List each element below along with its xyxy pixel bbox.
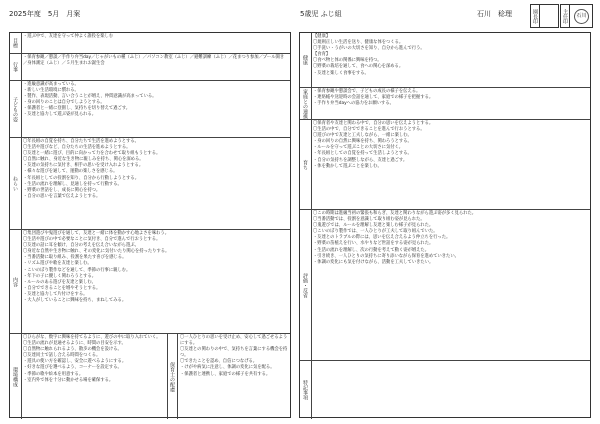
health-text: 【健康】 〇規則正しい生活を送り、健康な体をつくる。 〇手洗い・うがいの大切さを知り、自分から進んで行う。 【食育】 〇食べ物と体の関係に興味を持つ。 〇野菜の栽培を通して、食への関心を深める。 ・友達と楽しく食事をする。 bbox=[313, 34, 425, 76]
eval-text: 〇この時期は進級当初の緊張も和らぎ、友達と関わりながら遊ぶ姿が多く見られた。 〇当番活動では、役割を意識して取り組む姿が見られた。 〇鬼遊びでは、ルールを理解し友達と楽しむ様子が見られた。 〇こいのぼり製作では、一人ひとりが工夫して取り組んでいた。 ・友達とのトラブルの際には、思いを伝え合えるよう仲立ちを行った。 ・野菜の苗植えを行い、水やりなど世話をする姿が見られた。 ・生活の流れを理解し、次の行動を考えて動く姿が増えた。 ・引き続き、一人ひとりの気持ちに寄り添いながら保育を進めていきたい。 ・体調の変化にも気を付けながら、活動を工夫していきたい。 bbox=[313, 211, 477, 265]
aims-row bbox=[10, 137, 290, 229]
events-text: ・保育参観／懇談／手作り弁当day／じゃがいもの種（ふじ）／パソコン教室（ふじ）／避難訓練（ふじ）／花まつり参加／プール開き／身体測定（ふじ）／５月生まれお誕生会 bbox=[23, 55, 285, 67]
home-label: 家庭との連携 bbox=[300, 88, 312, 119]
right-sheet bbox=[299, 32, 591, 418]
left-sheet bbox=[9, 32, 291, 418]
health-label: 健康 bbox=[300, 33, 312, 87]
chief-stamp-box bbox=[560, 4, 593, 28]
env-row bbox=[10, 333, 290, 419]
children-row bbox=[10, 80, 290, 137]
personal-seal: 石川 bbox=[574, 9, 589, 24]
env-text: 〇ひらがな、数字に興味を持てるように、遊びの中に取り入れていく。 〇生活の流れが見通せるように、時間の目安を示す。 〇自然物に触れられるよう、散歩の機会を設ける。 〇友達同士で話し合える時間をつくる。 ・遊具の使い方を確認し、安全に遊べるようにする。 ・好きな遊びを選べるよう、コーナーを設定する。 ・季節の歌や絵本を用意する。 ・室内外で体を十分に動かせる場を確保する。 bbox=[23, 335, 161, 383]
content-text: 〇集団遊びや鬼遊びを通して、友達と一緒に体を動かす心地よさを味わう。 〇生活や遊びの中で必要なことに気付き、自分で進んで行おうとする。 〇友達の話に耳を傾け、自分の考えを伝え合いながら遊ぶ。 〇身近な自然や生き物に触れ、その変化に気付いたり関心を持ったりする。 ・当番活動に取り組み、役割を果たす喜びを感じる。 ・リズム遊びや歌を友達と楽しむ。 ・こいのぼり製作などを通して、季節の行事に親しむ。 ・年下の子に優しく関わろうとする。 ・ルールのある遊びを友達と楽しむ。 ・自分でできることを増やそうとする。 ・友達と協力して片付けをする。 ・大人がしていることに興味を持ち、まねしてみる。 bbox=[23, 231, 170, 304]
events-row bbox=[10, 53, 290, 80]
goal-row bbox=[10, 33, 290, 53]
class-name: 5歳児 ふじ組 bbox=[300, 10, 342, 18]
aims-label: ねらい bbox=[10, 138, 22, 229]
events-label: 行事 bbox=[10, 54, 22, 80]
chief-stamp-label: 主任印 bbox=[561, 5, 570, 27]
env-label: 環境構成 bbox=[10, 334, 22, 419]
teacher-name: 石川 稔理 bbox=[477, 10, 512, 18]
goal-label: 目標 bbox=[10, 33, 22, 53]
health-row bbox=[300, 33, 590, 87]
notes-row bbox=[300, 360, 590, 419]
principal-stamp-box bbox=[530, 4, 559, 28]
home-row bbox=[300, 87, 590, 119]
notes-text bbox=[311, 361, 590, 419]
plan-title: 2025年度 5月 月案 bbox=[9, 10, 81, 18]
principal-stamp-label: 園長印 bbox=[531, 5, 540, 27]
aims-text: 〇年長組の自覚を持ち、自分たちで生活を進めようとする。 〇生活や遊びなど、自分たちの生活を進めようとする。 〇友達と一緒に遊び、目的に向かって力を合わせて取り組もうとする。 〇自然に触れ、身近な生き物に親しみを持ち、関心を深める。 ・友達の気持ちに気付き、相手の思いを受け入れようとする。 ・様々な遊びを通して、運動の楽しさを感じる。 ・年長組としての役割を知り、自分から行動しようとする。 ・生活の流れを理解し、見通しを持って行動する。 ・野菜の世話をし、成長に関心を持つ。 ・自分の思いを言葉で伝えようとする。 bbox=[23, 139, 161, 199]
children-label: 子どもの姿 bbox=[10, 81, 22, 137]
content-label: 内容 bbox=[10, 230, 22, 333]
notes-label: 特記事項 bbox=[300, 361, 312, 419]
growth-label: 育ち bbox=[300, 120, 312, 209]
goal-text: ・遊ぶ中で、友達を守って仲よく誰役を楽しむ bbox=[23, 34, 114, 39]
content-row bbox=[10, 229, 290, 333]
support-label: 保育士の配慮 bbox=[167, 334, 178, 419]
growth-text: 〇保育者や友達と関わる中で、自分の思いを伝えようとする。 〇生活の中で、自分でできることを進んで行おうとする。 〇遊びの中で友達と工夫しながら、一緒に楽しむ。 ・身の回りの自然に興味を持ち、関わろうとする。 ・ルールを守って遊ぶことの大切さに気付く。 ・年長組としての自覚を持って生活しようとする。 ・自分の気持ちを調整しながら、友達と過ごす。 ・体を動かして遊ぶことを楽しむ。 bbox=[313, 121, 434, 169]
eval-row bbox=[300, 209, 590, 360]
eval-label: 評価・反省 bbox=[300, 210, 312, 360]
header bbox=[0, 2, 600, 28]
home-text: ・保育参観や懇談会で、子どもの成長の様子を伝える。 ・連絡帳や送迎時の会話を通して、家庭での様子を把握する。 ・手作り弁当dayへの協力をお願いする。 bbox=[313, 89, 434, 107]
children-text: ・進級意識が高まっている。 ・新しい生活環境に慣れる。 ・製作、表現活動、言い合うことが増え、仲間意識が高まっている。 ・身の回りのことは自分でしようとする。 ・保護者と一緒に登園し、気持ちを切り替えて過ごす。 ・友達と協力して遊ぶ姿が見られる。 bbox=[23, 82, 157, 118]
growth-row bbox=[300, 119, 590, 209]
support-text: 〇一人ひとりの思いを受け止め、安心して過ごせるようにする。 〇友達との関わりの中で、気持ちを言葉にする機会を持つ。 〇できたことを認め、自信につなげる。 ・けがや病気に注意し、体調の変化に気を配る。 ・保護者と連携し、家庭での様子を共有する。 bbox=[180, 335, 288, 377]
